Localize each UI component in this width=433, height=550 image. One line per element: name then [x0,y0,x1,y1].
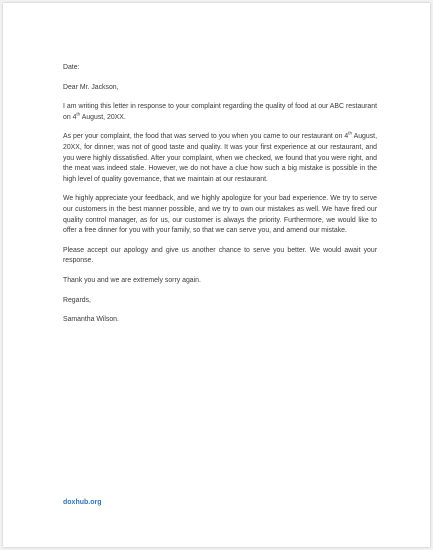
signature: Samantha Wilson. [63,316,119,324]
paragraph-5: Thank you and we are extremely sorry again. [63,276,201,284]
ordinal-suffix: th [348,131,353,137]
paragraph-2-text: As per your complaint, the food that was served to you when you came to our restaurant on 4 [63,133,349,141]
date-line: Date: [63,64,80,71]
paragraph-1-text-end: August, 20XX. [80,113,126,121]
letter-body [63,63,377,335]
brand-link[interactable]: doxhub.org [63,499,102,506]
paragraph-3: We highly appreciate your feedback, and we highly apologize for your bad experience. We try to serve our customers in the best manner possible, and we try to own our mistakes as well. We have fired our quality control manager, as for us, our customer is always the priority. Furthermore, we would like to offer a free dinner for you with your family, so that we can serve you, and amend our mistake. [63,195,377,235]
paragraph-2-text-end: August, 20XX, for dinner, was not of good taste and quality. It was your first experience at our restaurant, and you were highly dissatisfied. After your complaint, when we checked, we found that you were right, and the meat was indeed stale. However, we do not have a clue how such a big mistake is possible in the high level of quality governance, that we maintain at our restaurant. [63,133,377,183]
paragraph-1-text: I am writing this letter in response to your complaint regarding the quality of food at our ABC restaurant on 4 [63,103,377,121]
paragraph-1 [63,102,377,123]
ordinal-suffix: th [76,111,81,117]
salutation: Dear Mr. Jackson, [63,83,119,91]
letter-page [3,3,430,547]
paragraph-2 [63,132,377,185]
closing: Regards, [63,296,91,304]
paragraph-4: Please accept our apology and give us another chance to serve you better. We would await your response. [63,246,377,265]
